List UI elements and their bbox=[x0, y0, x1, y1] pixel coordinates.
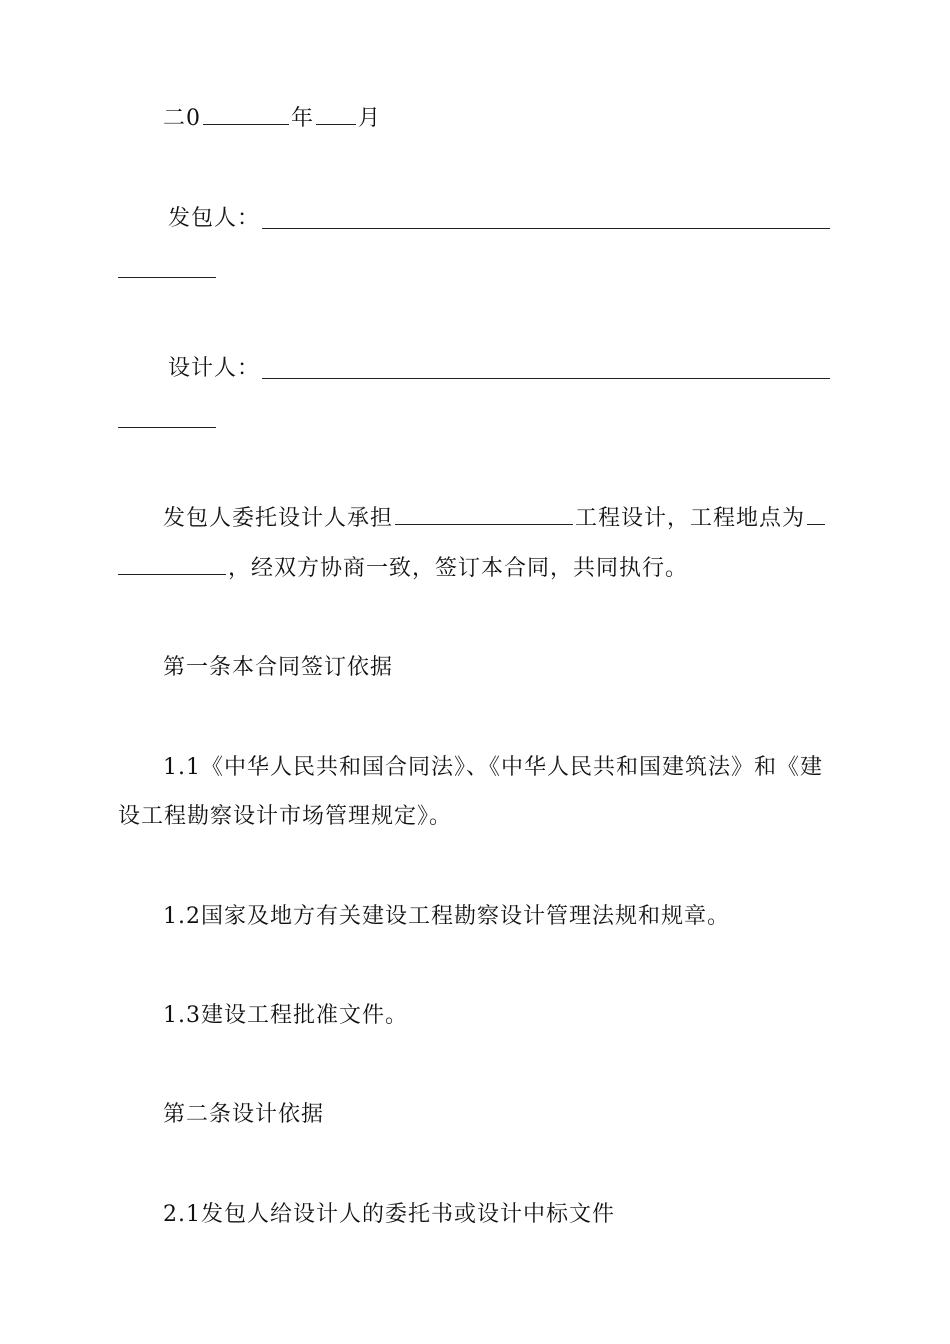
location-blank[interactable] bbox=[118, 556, 226, 575]
article1-item1-line1: 1.1《中华人民共和国合同法》、《中华人民共和国建筑法》和《建 bbox=[163, 755, 823, 780]
designer-label: 设计人： bbox=[168, 356, 261, 381]
intro-line1 bbox=[163, 504, 827, 534]
location-blank-start[interactable] bbox=[807, 506, 825, 525]
designer-blank-line2[interactable] bbox=[118, 427, 216, 428]
article1-item1-line2: 设工程勘察设计市场管理规定》。 bbox=[118, 804, 453, 829]
article2-heading: 第二条设计依据 bbox=[163, 1102, 325, 1127]
article1-item3: 1.3建设工程批准文件。 bbox=[163, 1003, 408, 1028]
year-blank[interactable] bbox=[203, 106, 289, 125]
employer-blank-line2[interactable] bbox=[118, 277, 216, 278]
project-name-blank[interactable] bbox=[395, 506, 573, 525]
employer-label: 发包人： bbox=[168, 206, 261, 231]
date-prefix: 二0 bbox=[163, 106, 201, 131]
month-label: 月 bbox=[358, 106, 382, 131]
month-blank[interactable] bbox=[316, 106, 356, 125]
intro-part2: 工程设计，工程地点为 bbox=[575, 506, 806, 531]
article1-heading: 第一条本合同签订依据 bbox=[163, 655, 394, 680]
intro-part3: ，经双方协商一致，签订本合同，共同执行。 bbox=[228, 556, 689, 581]
article2-item1: 2.1发包人给设计人的委托书或设计中标文件 bbox=[163, 1202, 615, 1227]
date-line bbox=[163, 104, 381, 134]
intro-part1: 发包人委托设计人承担 bbox=[163, 506, 394, 531]
article1-item2: 1.2国家及地方有关建设工程勘察设计管理法规和规章。 bbox=[163, 904, 730, 929]
designer-blank-line1[interactable] bbox=[262, 378, 830, 379]
intro-line2 bbox=[118, 554, 688, 584]
year-label: 年 bbox=[291, 106, 315, 131]
employer-blank-line1[interactable] bbox=[262, 228, 830, 229]
